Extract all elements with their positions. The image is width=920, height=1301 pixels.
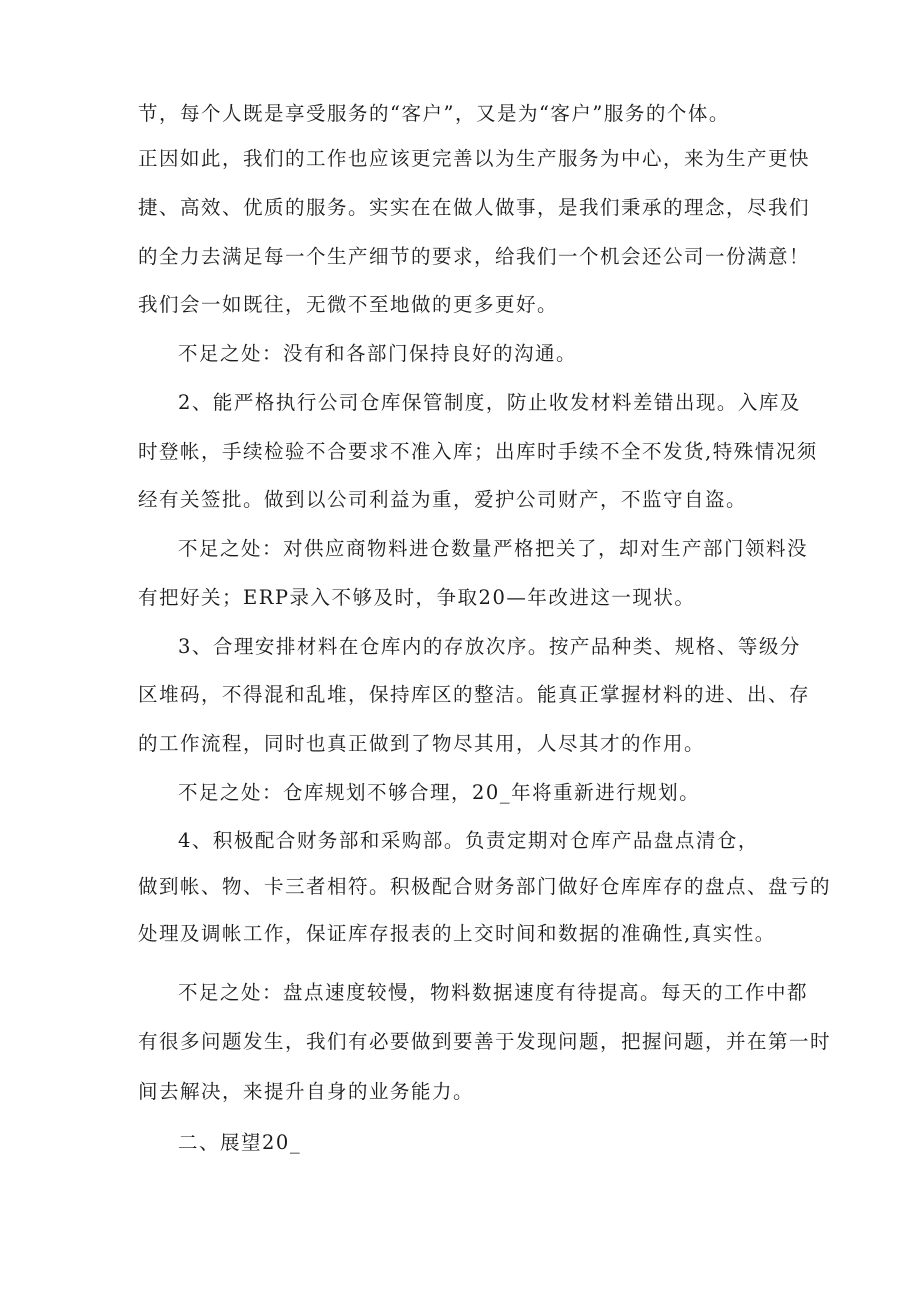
text-line: 有很多问题发生，我们有必要做到要善于发现问题，把握问题，并在第一时 [138,1030,832,1053]
text-line: 3、合理安排材料在仓库内的存放次序。按产品种类、规格、等级分 [178,635,801,658]
text-line: 捷、高效、优质的服务。实实在在做人做事，是我们秉承的理念，尽我们 [138,196,811,219]
text-line: 区堆码，不得混和乱堆，保持库区的整洁。能真正掌握材料的进、出、存 [138,683,811,706]
text-line: 处理及调帐工作，保证库存报表的上交时间和数据的准确性,真实性。 [138,922,776,945]
text-line: 我们会一如既往，无微不至地做的更多更好。 [138,293,559,316]
text-line: 有把好关；ERP录入不够及时，争取20—年改进这一现状。 [138,586,696,609]
text-line: 不足之处：对供应商物料进仓数量严格把关了，却对生产部门领料没 [178,537,809,560]
text-line: 2、能严格执行公司仓库保管制度，防止收发材料差错出现。入库及 [178,391,801,414]
text-line: 间去解决，来提升自身的业务能力。 [138,1080,475,1103]
text-line: 的工作流程，同时也真正做到了物尽其用，人尽其才的作用。 [138,732,706,755]
text-line: 做到帐、物、卡三者相符。积极配合财务部门做好仓库库存的盘点、盘亏的 [138,875,832,898]
text-line: 经有关签批。做到以公司利益为重，爱护公司财产，不监守自盗。 [138,488,748,511]
text-line: 节，每个人既是享受服务的“客户”，又是为“客户”服务的个体。 [138,102,730,125]
text-line: 不足之处：没有和各部门保持良好的沟通。 [178,342,578,365]
text-line: 不足之处：盘点速度较慢，物料数据速度有待提高。每天的工作中都 [178,981,809,1004]
text-line: 不足之处：仓库规划不够合理，20_年将重新进行规划。 [178,781,701,804]
section-heading: 二、展望20_ [178,1131,302,1154]
text-line: 4、积极配合财务部和采购部。负责定期对仓库产品盘点清仓， [178,829,759,852]
text-line: 的全力去满足每一个生产细节的要求，给我们一个机会还公司一份满意！ [138,245,811,268]
text-line: 时登帐，手续检验不合要求不准入库；出库时手续不全不发货,特殊情况须 [138,440,818,463]
text-line: 正因如此，我们的工作也应该更完善以为生产服务为中心，来为生产更快 [138,147,811,170]
